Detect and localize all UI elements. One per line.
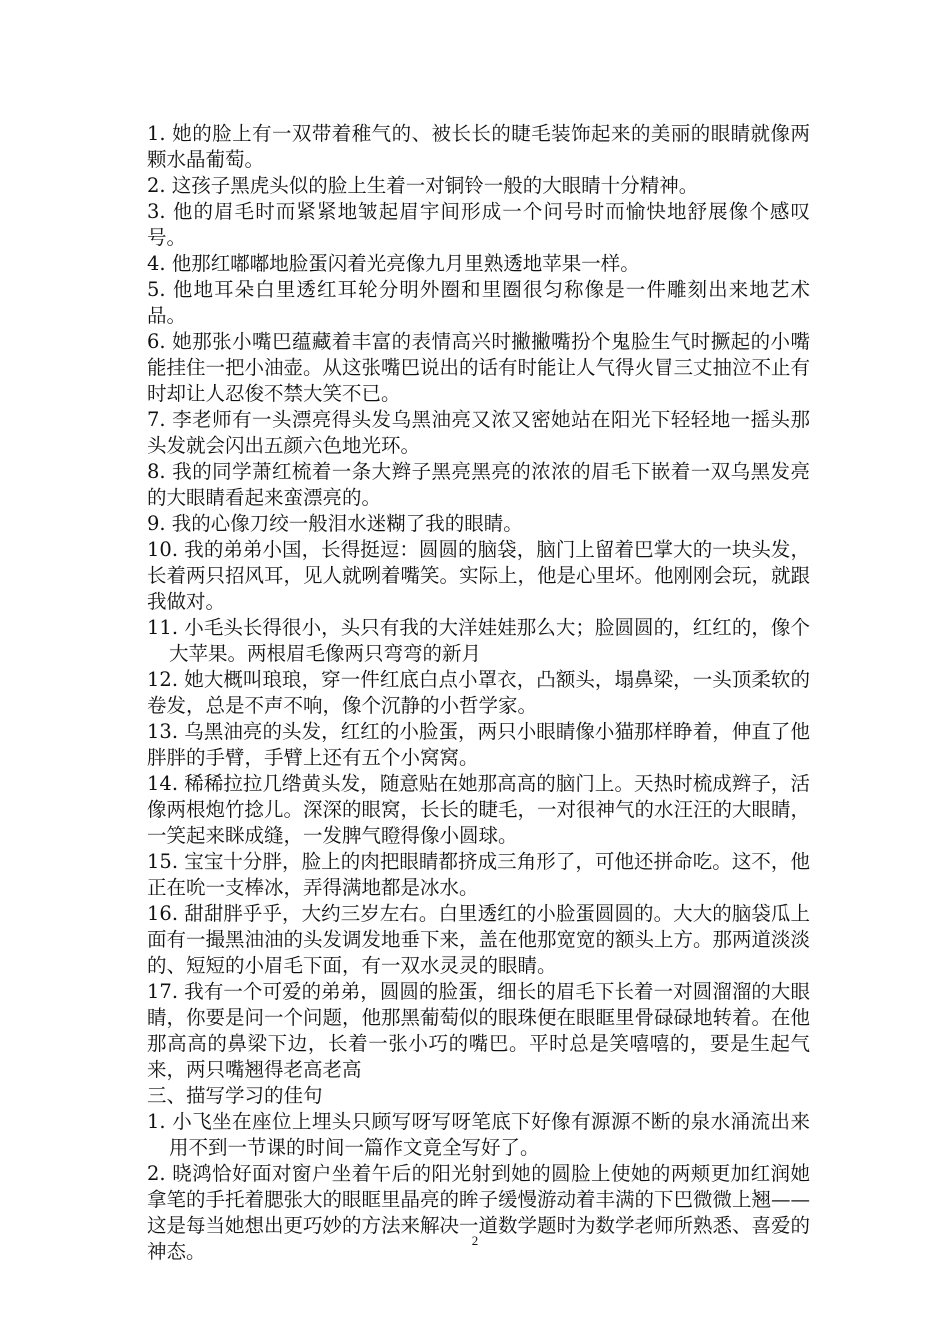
sentence-17: 17. 我有一个可爱的弟弟，圆圆的脸蛋，细长的眉毛下长着一对圆溜溜的大眼睛，你要是问一个问题，他那黑葡萄似的眼珠便在眼眶里骨碌碌地转着。在他那高高的鼻梁下边，长着一张小巧的嘴巴。平时总是笑嘻嘻的，要是生起气来，两只嘴翘得老高老高 — [147, 980, 811, 1081]
sentence-4: 4. 他那红嘟嘟地脸蛋闪着光亮像九月里熟透地苹果一样。 — [147, 252, 640, 275]
sentence-13: 13. 乌黑油亮的头发，红红的小脸蛋，两只小眼睛像小猫那样睁着，伸直了他胖胖的手臂，手臂上还有五个小窝窝。 — [147, 720, 810, 769]
sentence-12: 12. 她大概叫琅琅，穿一件红底白点小罩衣，凸额头，塌鼻梁，一头顶柔软的卷发，总是不声不响，像个沉静的小哲学家。 — [147, 668, 810, 717]
document-body — [147, 121, 810, 1265]
study-sentence-1: 1. 小飞坐在座位上埋头只顾写呀写呀笔底下好像有源源不断的泉水涌流出来用不到一节课的时间一篇作文竟全写好了。 — [147, 1110, 810, 1159]
page-number: 2 — [471, 1233, 479, 1248]
sentence-10: 10. 我的弟弟小国，长得挺逗：圆圆的脑袋，脑门上留着巴掌大的一块头发，长着两只招风耳，见人就咧着嘴笑。实际上，他是心里坏。他刚刚会玩，就跟我做对。 — [147, 538, 811, 613]
study-sentence-2: 2. 晓鸿恰好面对窗户坐着午后的阳光射到她的圆脸上使她的两颊更加红润她拿笔的手托着腮张大的眼眶里晶亮的眸子缓慢游动着丰满的下巴微微上翘——这是每当她想出更巧妙的方法来解决一道数学题时为数学老师所熟悉、喜爱的神态。 — [147, 1162, 811, 1263]
sentence-5: 5. 他地耳朵白里透红耳轮分明外圈和里圈很匀称像是一件雕刻出来地艺术品。 — [147, 278, 810, 327]
sentence-16: 16. 甜甜胖乎乎，大约三岁左右。白里透红的小脸蛋圆圆的。大大的脑袋瓜上面有一撮黑油油的头发调发地垂下来，盖在他那宽宽的额头上方。那两道淡淡的、短短的小眉毛下面，有一双水灵灵的眼睛。 — [147, 902, 811, 977]
section-heading: 三、描写学习的佳句 — [147, 1084, 323, 1107]
sentence-6: 6. 她那张小嘴巴蕴藏着丰富的表情高兴时撇撇嘴扮个鬼脸生气时撅起的小嘴能挂住一把小油壶。从这张嘴巴说出的话有时能让人气得火冒三丈抽泣不止有时却让人忍俊不禁大笑不已。 — [147, 330, 811, 405]
sentence-9: 9. 我的心像刀绞一般泪水迷糊了我的眼睛。 — [147, 512, 523, 535]
sentence-14: 14. 稀稀拉拉几绺黄头发，随意贴在她那高高的脑门上。天热时梳成辫子，活像两根炮竹捻儿。深深的眼窝，长长的睫毛，一对很神气的水汪汪的大眼睛，一笑起来眯成缝，一发脾气瞪得像小圆球。 — [147, 772, 811, 847]
sentence-1: 1. 她的脸上有一双带着稚气的、被长长的睫毛装饰起来的美丽的眼睛就像两颗水晶葡萄。 — [147, 122, 810, 171]
sentence-11: 11. 小毛头长得很小，头只有我的大洋娃娃那么大；脸圆圆的，红红的，像个大苹果。两根眉毛像两只弯弯的新月 — [147, 616, 810, 665]
sentence-3: 3. 他的眉毛时而紧紧地皱起眉宇间形成一个问号时而愉快地舒展像个感叹号。 — [147, 200, 810, 249]
sentence-2: 2. 这孩子黑虎头似的脸上生着一对铜铃一般的大眼睛十分精神。 — [147, 174, 699, 197]
sentence-15: 15. 宝宝十分胖，脸上的肉把眼睛都挤成三角形了，可他还拼命吃。这不，他正在吮一支棒冰，弄得满地都是冰水。 — [147, 850, 810, 899]
sentence-8: 8. 我的同学萧红梳着一条大辫子黑亮黑亮的浓浓的眉毛下嵌着一双乌黑发亮的大眼睛看起来蛮漂亮的。 — [147, 460, 810, 509]
sentence-7: 7. 李老师有一头漂亮得头发乌黑油亮又浓又密她站在阳光下轻轻地一摇头那头发就会闪出五颜六色地光环。 — [147, 408, 810, 457]
